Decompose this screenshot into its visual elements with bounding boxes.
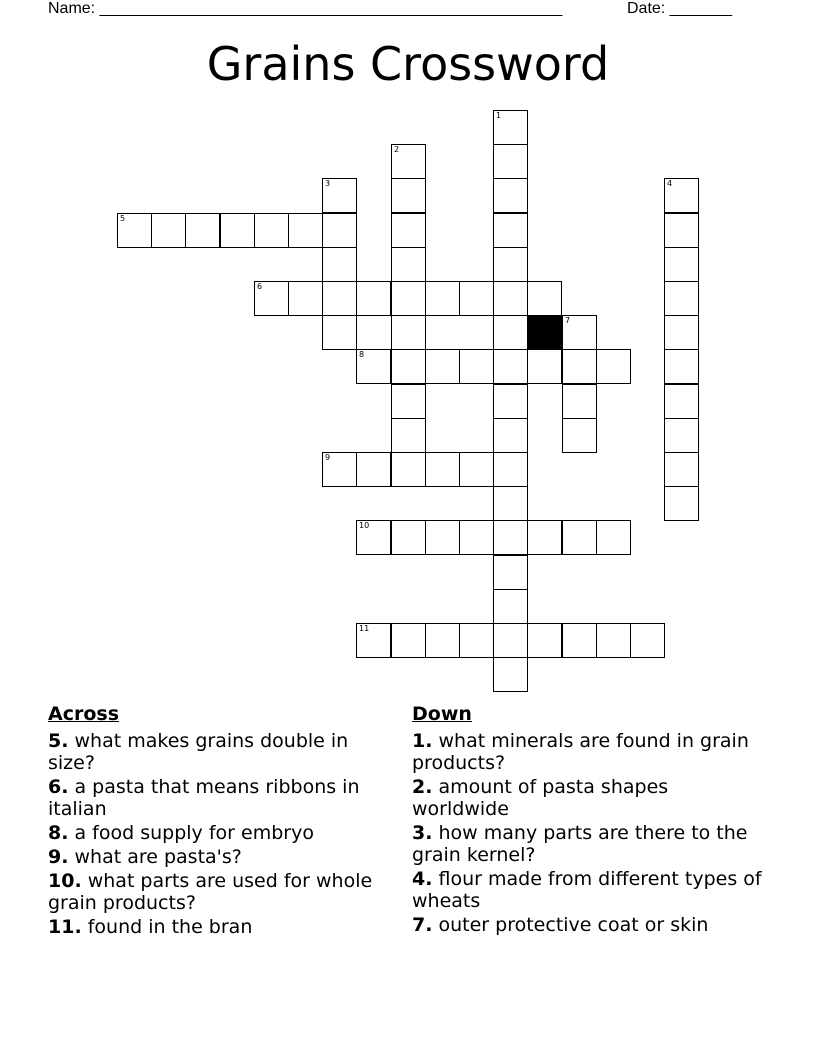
clue-text: outer protective coat or skin xyxy=(438,914,709,936)
clue-down-7 xyxy=(412,914,762,936)
clue-across-8 xyxy=(48,822,388,844)
down-heading: Down xyxy=(412,703,472,725)
grid-cell[interactable] xyxy=(459,520,494,555)
grid-cell[interactable] xyxy=(493,384,528,419)
grid-cell[interactable] xyxy=(664,418,699,453)
grid-cell-10[interactable] xyxy=(356,520,391,555)
grid-cell[interactable] xyxy=(493,418,528,453)
clue-number: 5. xyxy=(48,730,69,752)
grid-cell-7[interactable] xyxy=(562,315,597,350)
grid-cell[interactable] xyxy=(562,623,597,658)
page-title: Grains Crossword xyxy=(206,37,610,91)
clue-number: 7. xyxy=(412,914,433,936)
grid-cell[interactable] xyxy=(288,213,323,248)
grid-cell[interactable] xyxy=(322,315,357,350)
grid-cell[interactable] xyxy=(493,178,528,213)
grid-cell-3[interactable] xyxy=(322,178,357,213)
date-field: Date: _______ xyxy=(627,0,732,17)
name-field: Name: ____________________________________________________ xyxy=(48,0,563,17)
clue-across-10 xyxy=(48,870,388,914)
clue-down-1 xyxy=(412,730,762,774)
grid-cell[interactable] xyxy=(425,520,460,555)
grid-cell[interactable] xyxy=(562,418,597,453)
grid-cell[interactable] xyxy=(664,213,699,248)
cell-number: 4 xyxy=(667,179,673,188)
grid-cell[interactable] xyxy=(391,315,426,350)
cell-number: 10 xyxy=(359,521,370,530)
clue-across-5 xyxy=(48,730,388,774)
grid-cell[interactable] xyxy=(596,520,631,555)
grid-cell-11[interactable] xyxy=(356,623,391,658)
grid-cell[interactable] xyxy=(527,623,562,658)
clue-number: 9. xyxy=(48,846,69,868)
clue-text: how many parts are there to the grain kernel? xyxy=(412,822,748,866)
cell-number: 9 xyxy=(325,453,331,462)
grid-cell[interactable] xyxy=(664,384,699,419)
grid-cell[interactable] xyxy=(493,520,528,555)
grid-cell[interactable] xyxy=(459,623,494,658)
clue-across-9 xyxy=(48,846,388,868)
cell-number: 1 xyxy=(496,111,502,120)
grid-cell[interactable] xyxy=(664,315,699,350)
grid-cell[interactable] xyxy=(527,349,562,384)
across-heading: Across xyxy=(48,703,120,725)
clue-text: what makes grains double in size? xyxy=(48,730,349,774)
clue-text: found in the bran xyxy=(87,916,253,938)
clue-down-2 xyxy=(412,776,762,820)
clue-text: what are pasta's? xyxy=(74,846,242,868)
grid-cell[interactable] xyxy=(493,315,528,350)
grid-cell[interactable] xyxy=(391,452,426,487)
grid-cell-5[interactable] xyxy=(117,213,152,248)
grid-cell[interactable] xyxy=(391,384,426,419)
black-cell xyxy=(527,315,562,350)
grid-cell[interactable] xyxy=(664,452,699,487)
grid-cell[interactable] xyxy=(596,623,631,658)
grid-cell[interactable] xyxy=(493,247,528,282)
down-clue-list xyxy=(412,730,762,936)
grid-cell[interactable] xyxy=(493,144,528,179)
grid-cell[interactable] xyxy=(356,281,391,316)
grid-cell[interactable] xyxy=(151,213,186,248)
grid-cell[interactable] xyxy=(391,520,426,555)
clue-number: 11. xyxy=(48,916,82,938)
grid-cell[interactable] xyxy=(391,349,426,384)
cell-number: 11 xyxy=(359,624,370,633)
clue-across-6 xyxy=(48,776,388,820)
grid-cell[interactable] xyxy=(664,247,699,282)
clue-number: 10. xyxy=(48,870,82,892)
grid-cell[interactable] xyxy=(356,452,391,487)
grid-cell[interactable] xyxy=(322,281,357,316)
across-clue-list xyxy=(48,730,388,938)
grid-cell[interactable] xyxy=(664,281,699,316)
grid-cell[interactable] xyxy=(459,349,494,384)
grid-cell[interactable] xyxy=(254,213,289,248)
clue-text: flour made from different types of wheats xyxy=(412,868,762,912)
clue-number: 3. xyxy=(412,822,433,844)
clue-text: a food supply for embryo xyxy=(74,822,314,844)
grid-cell[interactable] xyxy=(630,623,665,658)
grid-cell[interactable] xyxy=(664,486,699,521)
cell-number: 5 xyxy=(120,214,126,223)
grid-cell[interactable] xyxy=(391,178,426,213)
grid-cell[interactable] xyxy=(493,349,528,384)
grid-cell[interactable] xyxy=(493,213,528,248)
grid-cell[interactable] xyxy=(425,349,460,384)
clue-text: what minerals are found in grain products? xyxy=(412,730,749,774)
grid-cell[interactable] xyxy=(322,247,357,282)
grid-cell-4[interactable] xyxy=(664,178,699,213)
cell-number: 8 xyxy=(359,350,365,359)
grid-cell[interactable] xyxy=(493,555,528,590)
cell-number: 3 xyxy=(325,179,331,188)
clue-across-11 xyxy=(48,916,388,938)
cell-number: 6 xyxy=(257,282,263,291)
clue-down-4 xyxy=(412,868,762,912)
grid-cell[interactable] xyxy=(527,520,562,555)
grid-cell[interactable] xyxy=(493,452,528,487)
grid-cell[interactable] xyxy=(493,486,528,521)
clue-number: 4. xyxy=(412,868,433,890)
grid-cell[interactable] xyxy=(391,247,426,282)
clue-down-3 xyxy=(412,822,762,866)
grid-cell[interactable] xyxy=(527,281,562,316)
clue-number: 8. xyxy=(48,822,69,844)
clue-text: amount of pasta shapes worldwide xyxy=(412,776,669,820)
grid-cell[interactable] xyxy=(425,452,460,487)
cell-number: 2 xyxy=(394,145,400,154)
grid-cell[interactable] xyxy=(425,623,460,658)
grid-cell[interactable] xyxy=(459,281,494,316)
grid-cell[interactable] xyxy=(425,281,460,316)
grid-cell[interactable] xyxy=(459,452,494,487)
grid-cell[interactable] xyxy=(562,384,597,419)
grid-cell-2[interactable] xyxy=(391,144,426,179)
grid-cell-6[interactable] xyxy=(254,281,289,316)
grid-cell[interactable] xyxy=(391,418,426,453)
grid-cell[interactable] xyxy=(391,213,426,248)
grid-cell-1[interactable] xyxy=(493,110,528,145)
grid-cell[interactable] xyxy=(493,657,528,692)
down-clues xyxy=(412,703,762,938)
grid-cell[interactable] xyxy=(493,589,528,624)
clue-number: 6. xyxy=(48,776,69,798)
grid-cell-8[interactable] xyxy=(356,349,391,384)
clue-number: 1. xyxy=(412,730,433,752)
grid-cell[interactable] xyxy=(288,281,323,316)
across-clues xyxy=(48,703,388,940)
clue-number: 2. xyxy=(412,776,433,798)
grid-cell[interactable] xyxy=(220,213,255,248)
grid-cell[interactable] xyxy=(493,281,528,316)
grid-cell-9[interactable] xyxy=(322,452,357,487)
clue-text: a pasta that means ribbons in italian xyxy=(48,776,360,820)
grid-cell[interactable] xyxy=(562,349,597,384)
cell-number: 7 xyxy=(565,316,571,325)
grid-cell[interactable] xyxy=(562,520,597,555)
grid-cell[interactable] xyxy=(391,623,426,658)
grid-cell[interactable] xyxy=(322,213,357,248)
grid-cell[interactable] xyxy=(596,349,631,384)
clue-text: what parts are used for whole grain products? xyxy=(48,870,373,914)
grid-cell[interactable] xyxy=(391,281,426,316)
grid-cell[interactable] xyxy=(664,349,699,384)
grid-cell[interactable] xyxy=(493,623,528,658)
grid-cell[interactable] xyxy=(185,213,220,248)
